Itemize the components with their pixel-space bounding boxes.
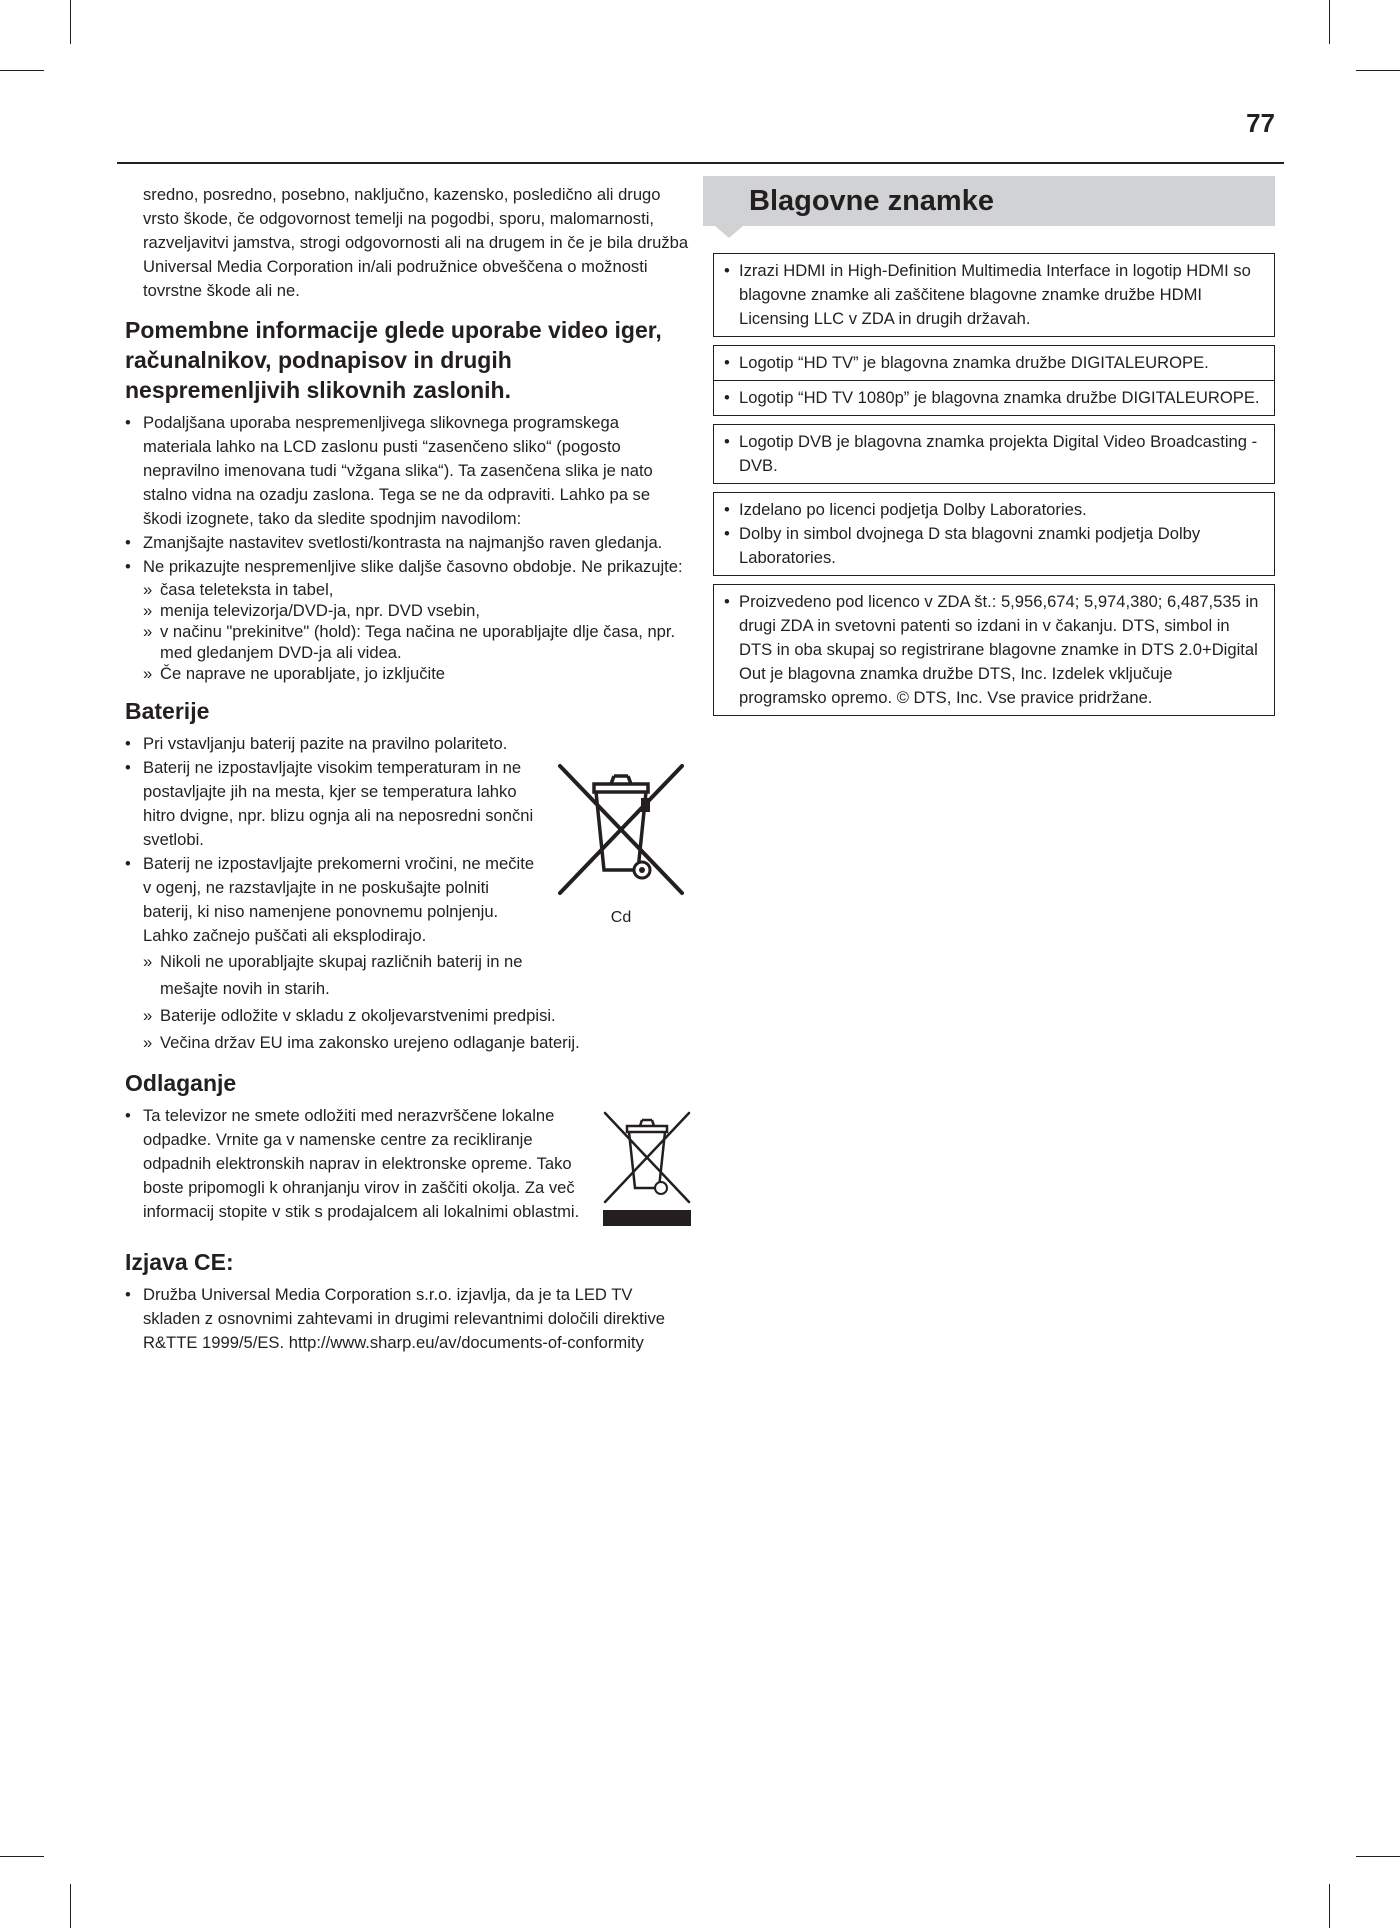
trademark-list (724, 351, 1264, 375)
trademark-list (724, 430, 1264, 478)
list-item: • Logotip “HD TV” je blagovna znamka družbe DIGITALEUROPE. (724, 351, 1264, 375)
video-heading: Pomembne informacije glede uporabe video iger, računalnikov, podnapisov in drugih nespremenljivih slikovnih zaslonih. (125, 317, 662, 403)
right-column (703, 176, 1275, 716)
video-sub-list (143, 579, 691, 684)
trademarks-banner (703, 176, 1275, 226)
list-item: • Baterij ne izpostavljajte visokim temperaturam in ne postavljajte jih na mesta, kjer se temperatura lahko hitro dvigne, npr. blizu ognja ali na neposredni sončni svetlobi. (125, 756, 691, 852)
list-item: • Izdelano po licenci podjetja Dolby Laboratories. (724, 498, 1264, 522)
list-item: • Ne prikazujte nespremenljive slike daljše časovno obdobje. Ne prikazujte: (125, 555, 691, 579)
crop-mark (70, 0, 71, 44)
batteries-list (125, 732, 691, 948)
trademark-box-hdmi (713, 253, 1275, 337)
list-item: • Logotip DVB je blagovna znamka projekta Digital Video Broadcasting - DVB. (724, 430, 1264, 478)
trademark-box-dts (713, 584, 1275, 716)
sub-list-item: » Če naprave ne uporabljate, jo izključite (143, 663, 691, 684)
batteries-section (125, 732, 691, 1056)
trademark-list (724, 590, 1264, 710)
crop-mark (70, 1884, 71, 1928)
sub-list-item: » časa teleteksta in tabel, (143, 579, 691, 600)
ce-list (125, 1283, 691, 1355)
list-item: • Izrazi HDMI in High-Definition Multimedia Interface in logotip HDMI so blagovne znamke ali zaščitene blagovne znamke družbe HDMI Licensing LLC v ZDA in drugih državah. (724, 259, 1264, 331)
trademark-box-dvb (713, 424, 1275, 484)
sub-list-item: » Večina držav EU ima zakonsko urejeno odlaganje baterij. (143, 1029, 691, 1056)
disposal-list (125, 1104, 691, 1224)
cd-label: Cd (610, 909, 632, 926)
disposal-heading: Odlaganje (125, 1070, 237, 1096)
crop-mark (0, 1856, 44, 1857)
list-item: • Ta televizor ne smete odložiti med nerazvrščene lokalne odpadke. Vrnite ga v namenske centre za recikliranje odpadnih elektronskih naprav in elektronske opreme. Tako boste pripomogli k ohranjanju virov in zaščiti okolja. Za več informacij stopite v stik s prodajalcem ali lokalnimi oblastmi. (125, 1104, 691, 1224)
list-item: • Baterij ne izpostavljajte prekomerni vročini, ne mečite v ogenj, ne razstavljajte in ne poskušajte polniti baterij, ki niso namenjene ponovnemu polnjenju. Lahko začnejo puščati ali eksplodirajo. (125, 852, 691, 948)
list-item: • Podaljšana uporaba nespremenljivega slikovnega programskega materiala lahko na LCD zaslonu pusti “zasenčeno sliko“ (pogosto nepravilno imenovana tudi “vžgana slika“). Ta zasenčena slika je nato stalno vidna na ozadju zaslona. Tega se ne da odpraviti. Lahko pa se škodi izognete, tako da sledite spodnjim navodilom: (125, 411, 691, 531)
batteries-heading: Baterije (125, 698, 210, 724)
left-column (125, 183, 691, 1355)
trademark-list (724, 498, 1264, 570)
sub-list-item: » Nikoli ne uporabljajte skupaj različnih baterij in ne mešajte novih in starih. (143, 948, 691, 1002)
crop-mark (1356, 1856, 1400, 1857)
list-item: • Proizvedeno pod licenco v ZDA št.: 5,956,674; 5,974,380; 6,487,535 in drugi ZDA in svetovni patenti so izdani in v čakanju. DTS, simbol in DTS in oba skupaj so registrirane blagovne znamke in DTS 2.0+Digital Out je blagovna znamka družbe DTS, Inc. Izdelek vključuje programsko opremo. © DTS, Inc. Vse pravice pridržane. (724, 590, 1264, 710)
crop-mark (0, 70, 44, 71)
list-item: • Družba Universal Media Corporation s.r.o. izjavlja, da je ta LED TV skladen z osnovnimi zahtevami in drugimi relevantnimi določili direktive R&TTE 1999/5/ES. http://www.sharp.eu/av/documents-of-conformity (125, 1283, 691, 1355)
trademark-box-hdtv (713, 345, 1275, 381)
crop-mark (1356, 70, 1400, 71)
sub-list-item: » Baterije odložite v skladu z okoljevarstvenimi predpisi. (143, 1002, 691, 1029)
list-item: • Zmanjšajte nastavitev svetlosti/kontrasta na najmanjšo raven gledanja. (125, 531, 691, 555)
sub-list-item: » menija televizorja/DVD-ja, npr. DVD vsebin, (143, 600, 691, 621)
ce-heading: Izjava CE: (125, 1249, 234, 1275)
page-number: 77 (1246, 108, 1275, 138)
crop-mark (1329, 1884, 1330, 1928)
trademarks-title: Blagovne znamke (749, 185, 994, 217)
list-item: • Logotip “HD TV 1080p” je blagovna znamka družbe DIGITALEUROPE. (724, 386, 1264, 410)
intro-paragraph: sredno, posredno, posebno, naključno, kazensko, posledično ali drugo vrsto škode, če odgovornost temelji na pogodbi, sporu, malomarnosti, razveljavitvi jamstva, strogi odgovornosti ali na drugem in če je bila družba Universal Media Corporation in/ali podružnice obveščena o možnosti tovrstne škode ali ne. (143, 185, 689, 300)
trademark-box-dolby (713, 492, 1275, 576)
header-rule (117, 162, 1284, 164)
banner-pointer (715, 226, 743, 238)
trademark-box-hdtv-1080p (713, 381, 1275, 416)
list-item: • Pri vstavljanju baterij pazite na pravilno polariteto. (125, 732, 691, 756)
disposal-section (125, 1104, 691, 1235)
list-item: • Dolby in simbol dvojnega D sta blagovni znamki podjetja Dolby Laboratories. (724, 522, 1264, 570)
trademark-list (724, 259, 1264, 331)
crop-mark (1329, 0, 1330, 44)
trademark-list (724, 386, 1264, 410)
batteries-sub-list (143, 948, 691, 1056)
sub-list-item: » v načinu "prekinitve" (hold): Tega načina ne uporabljajte dlje časa, npr. med gledanjem DVD-ja ali videa. (143, 621, 691, 663)
video-list (125, 411, 691, 579)
